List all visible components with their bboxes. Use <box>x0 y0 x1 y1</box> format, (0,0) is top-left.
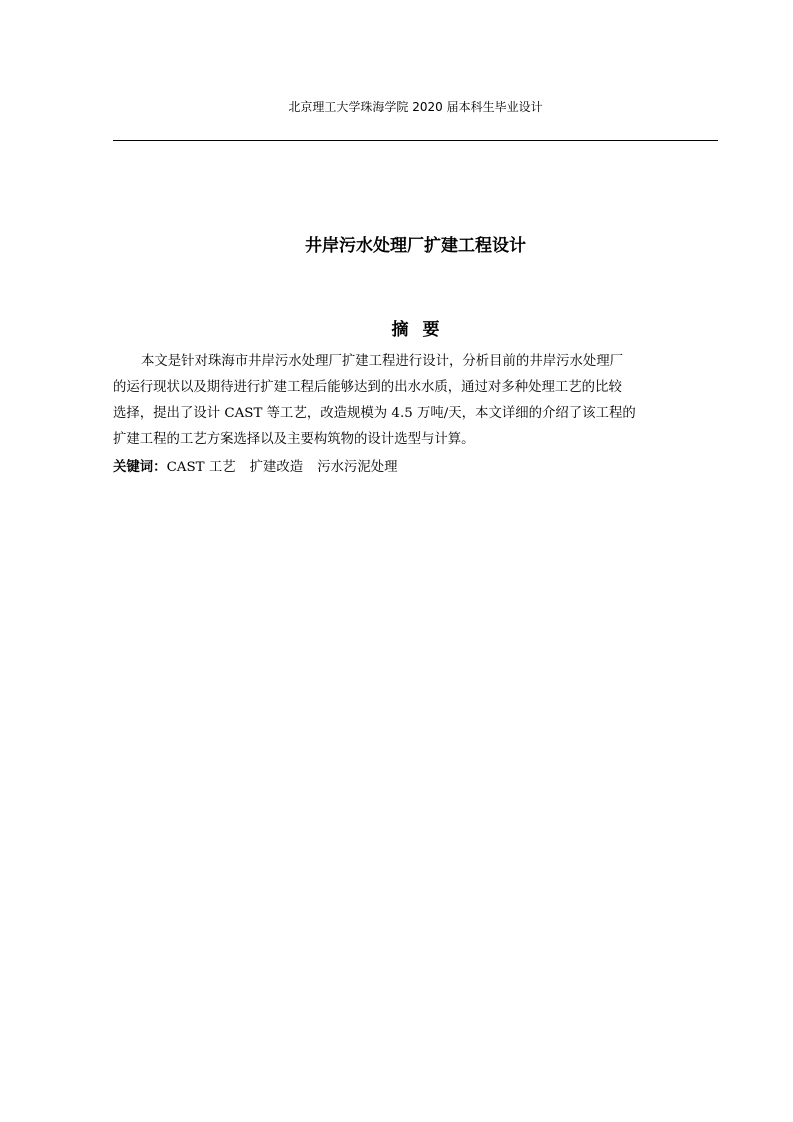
document-title: 井岸污水处理厂扩建工程设计 <box>305 236 526 256</box>
header-divider <box>113 140 718 141</box>
keyword-item: 污水污泥处理 <box>317 460 398 475</box>
abstract-line: 的运行现状以及期待进行扩建工程后能够达到的出水水质，通过对多种处理工艺的比较 <box>113 380 622 395</box>
keyword-item: 扩建改造 <box>249 460 304 475</box>
running-header: 北京理工大学珠海学院 2020 届本科生毕业设计 <box>288 100 543 114</box>
abstract-line: 扩建工程的工艺方案选择以及主要构筑物的设计选型与计算。 <box>113 432 475 447</box>
keyword-item: CAST 工艺 <box>166 460 236 475</box>
abstract-paragraph <box>113 349 718 453</box>
keywords-label: 关键词： <box>113 460 167 475</box>
abstract-line: 本文是针对珠海市井岸污水处理厂扩建工程进行设计，分析目前的井岸污水处理厂 <box>141 354 624 369</box>
abstract-line: 选择，提出了设计 CAST 等工艺，改造规模为 4.5 万吨/天，本文详细的介绍了该工程的 <box>113 406 636 421</box>
abstract-heading: 摘要 <box>391 320 454 340</box>
keywords-line <box>113 455 718 481</box>
